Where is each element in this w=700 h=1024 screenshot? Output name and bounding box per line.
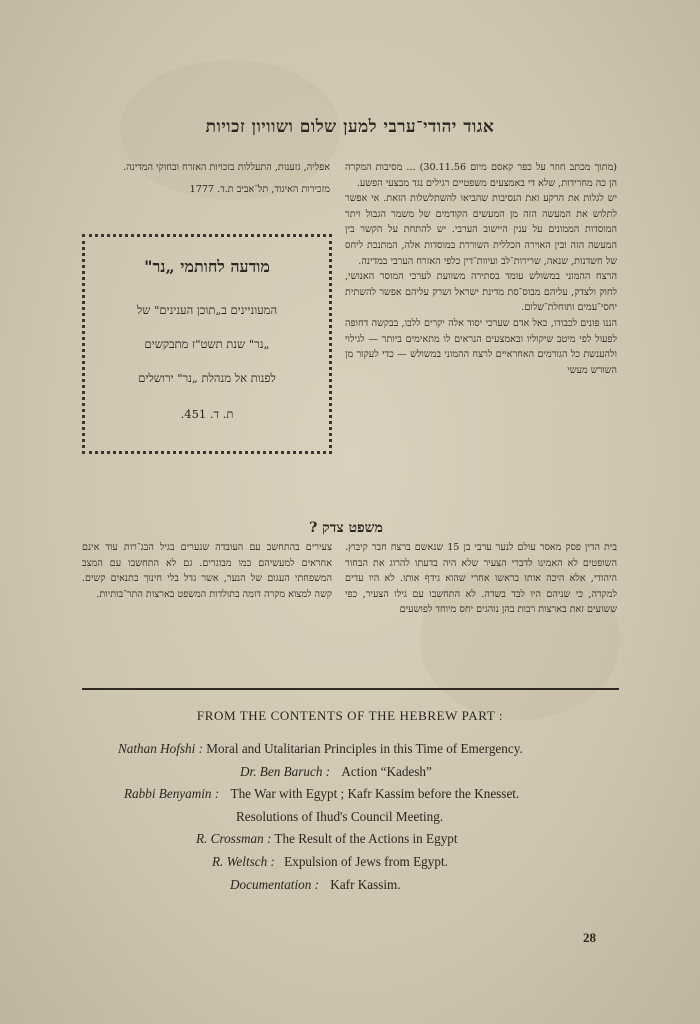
notice-title: מודעה לחותמי „נר": [144, 257, 270, 276]
notice-line: לפנות אל מנהלת „נר" ירושלים: [138, 371, 276, 385]
letter-paragraph: יש לגלות את הרקע ואת הנסיבות שהביאו להשתלשלות הזאת. אי אפשר לתלוש את המעשה הזה מן המעשים הקודמים של משמר הגבול ויתר המוסדות הממונים על ענין היישוב הערבי. יש להתחת על הקשר בין המעשה הזה ובין האוירה הכללית השוררת במוסדות אלה, המתנכת ליחס של חשדנות, שנאה, שרירות־לב ועיוות־דין כלפי האזרח הערבי במדינה.: [345, 193, 617, 267]
page-number: 28: [583, 930, 596, 945]
notice-line: „נר" שנת תשט"ז מתבקשים: [144, 337, 270, 351]
section-divider: [82, 688, 619, 690]
contents-author: Dr. Ben Baruch :: [240, 763, 331, 779]
letter-column-left: [80, 160, 330, 197]
letter-signature: מזכירות האיגוד, תל־אביב ת.ד. 1777: [189, 183, 330, 195]
contents-author: R. Crossman :: [196, 831, 272, 847]
letter-paragraph: הרצח ההמוני במשולש עומד בסתירה משוועת לערכי המוסר האנושי, לחוק ולצדק, עליהם מבוס־סת מדינת ישראל ושרק עליהם אפשר להשתית יחסי־עמים ותוחלת־שלום.: [345, 271, 617, 314]
justice-title: משפט צדק ?: [309, 520, 383, 536]
contents-entry: The Result of the Actions in Egypt: [274, 831, 458, 847]
contents-entry: Moral and Utalitarian Principles in this Time of Emergency.: [206, 741, 523, 756]
contents-entry: Resolutions of Ihud's Council Meeting.: [236, 808, 444, 824]
contents-item: [90, 738, 610, 761]
contents-author: Rabbi Benyamin :: [124, 786, 220, 802]
letter-column-right: [345, 160, 617, 378]
contents-author: Documentation :: [230, 876, 319, 892]
contents-author: Nathan Hofshi :: [118, 741, 203, 756]
notice-line: המעוניינים ב„תוכן הענינים" של: [136, 303, 278, 317]
contents-entry: The War with Egypt ; Kafr Kassim before the Knesset.: [230, 786, 520, 802]
letter-continuation: אפליה, גזענות, התעללות בזכויות האזרח ובחוקי המדינה.: [123, 162, 330, 173]
contents-entry: Kafr Kassim.: [330, 876, 401, 892]
letter-paragraph: הננו פונים לכבודו, כאל אדם שערכי יסוד אלה יקרים ללבו, בבקשה דחופה לפעול לפי מיטב שיקוליו ובאמצעים הנראים לו מתאימים ביותר — לגילוי ולהענשת כל הגורמים האחראיים לרצח ההמוני במשולש — כדי לעקור מן השורש מעשי: [345, 317, 617, 376]
contents-item: [90, 806, 610, 829]
contents-item: [90, 783, 610, 806]
justice-column-left: צעירים בהתחשב עם העובדה שנערים בגיל הבג־רות עוד אינם אחראים למעשיהם כמו מבוגרים. גם לא התחשבו עם המצב המשפחתי העגום של הנער, אשר גדל בלי חינוך בתנאים קשים. קשה למצוא מקרה דומה בתולדות המשפט בארצות התר־בותיות.: [82, 542, 332, 600]
contents-item: [90, 851, 610, 874]
contents-entry: Expulsion of Jews from Egypt.: [284, 853, 448, 869]
justice-column-right: בית הדין פסק מאסר עולם לנער ערבי בן 15 שנאשם ברצח חבר קיבוץ. השופטים לא האמינו לדברי הצעיר שלא היה בדעתו להרוג את הבחור היהודי, אלא היכה אותו בראשו אחרי שהוא גידף אותו. לא היו עדים למקרה, כי שניהם היו לבד בשדה. לא התחשבו עם גילו הצעיר, כפי ששועים זאת בארצות רבות בהן נוהגים יחס מיוחד לפושעים: [345, 542, 617, 616]
notice-line: ת. ד. 451.: [180, 407, 234, 421]
contents-list: [90, 738, 610, 896]
notice-box: [82, 234, 332, 454]
contents-entry: Action “Kadesh”: [341, 763, 432, 779]
contents-item: [90, 828, 610, 851]
contents-author: R. Weltsch :: [212, 853, 275, 869]
contents-item: [90, 874, 610, 897]
letter-paragraph: (מתוך מכתב חוזר על כפר קאסם מיום 30.11.56) ... מסיבות המקרה הן כה מחרידות, שלא די באמצעים משפטיים רגילים נגד מבצעי הפשע.: [345, 162, 617, 189]
contents-item: [90, 761, 610, 784]
contents-heading: FROM THE CONTENTS OF THE HEBREW PART :: [196, 708, 504, 723]
page-title: אגוד יהודי־ערבי למען שלום ושוויון זכויות: [205, 117, 495, 137]
